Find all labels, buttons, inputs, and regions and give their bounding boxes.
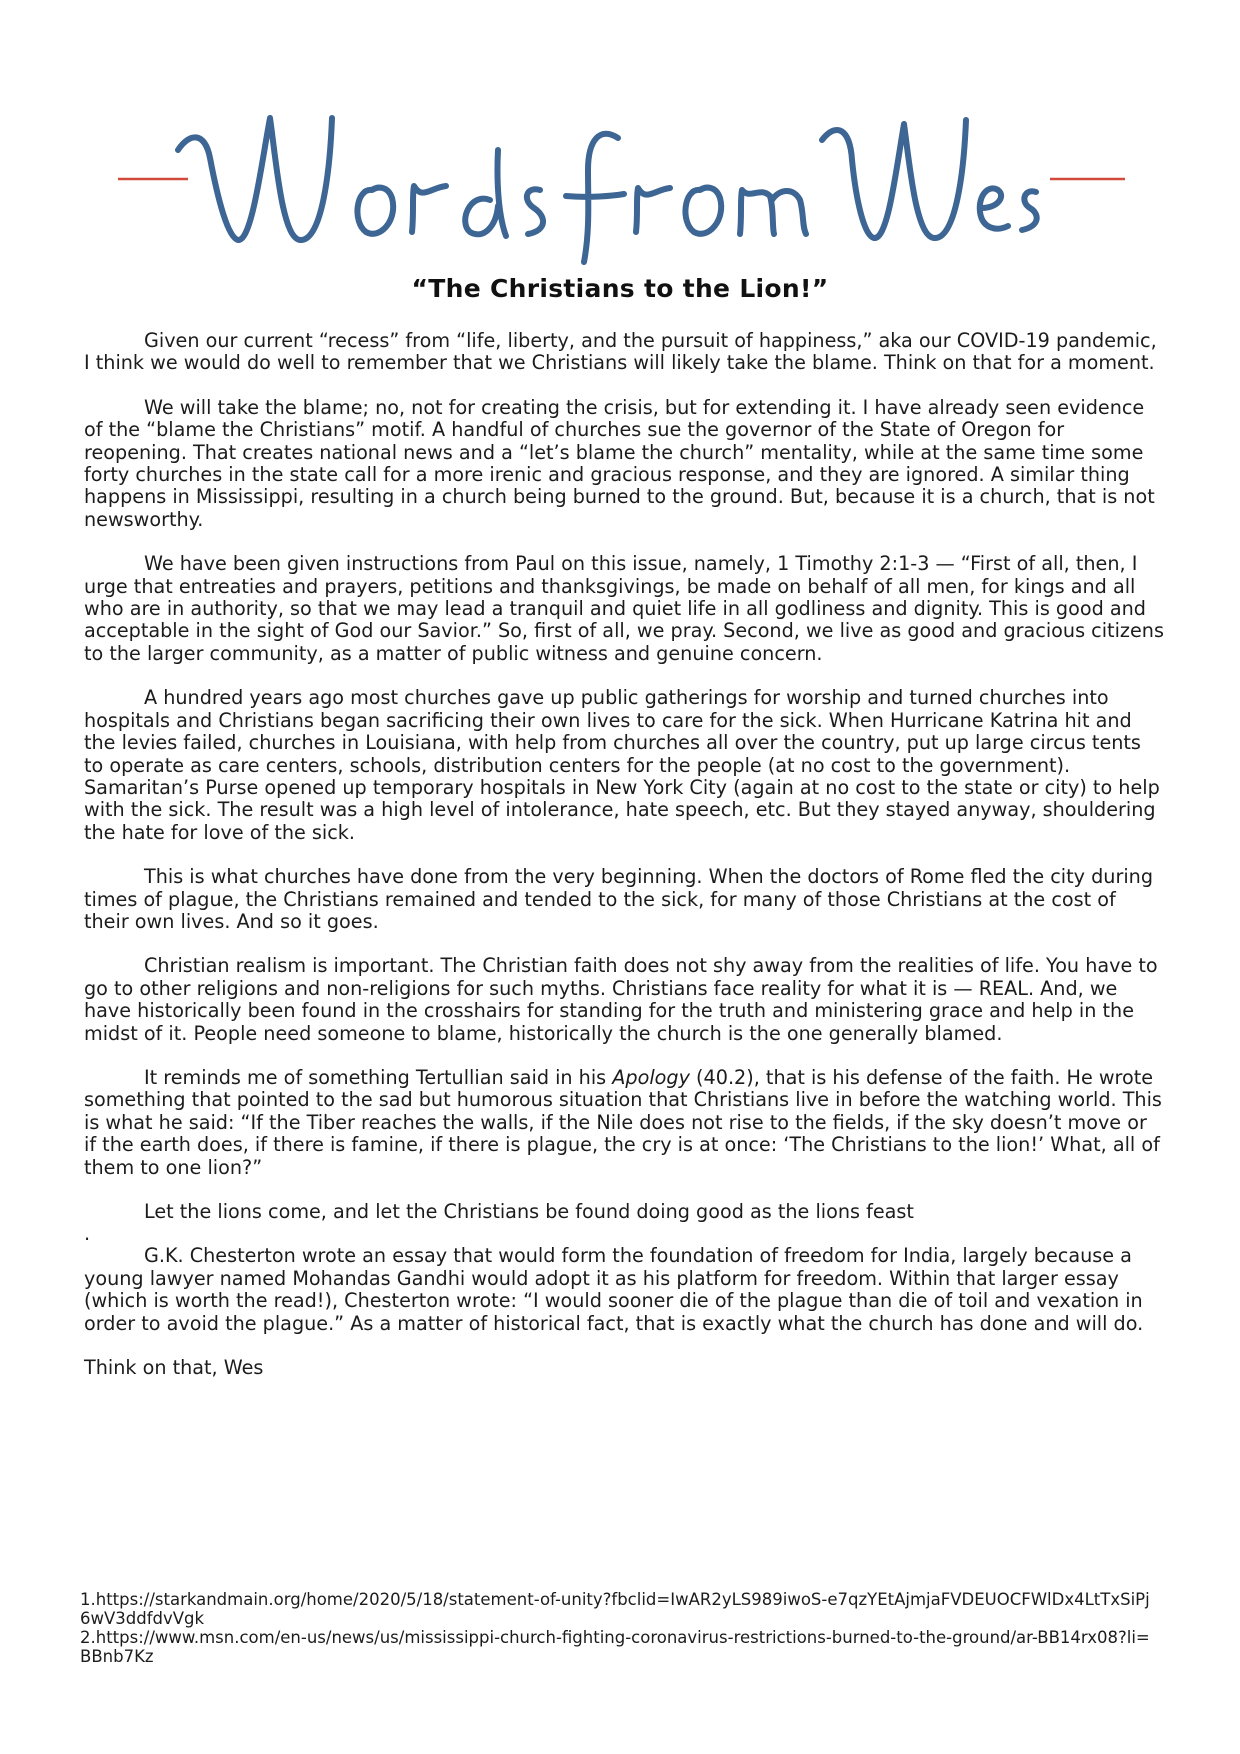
footnote-1: 1.https://starkandmain.org/home/2020/5/18/statement-of-unity?fbclid=IwAR2yLS989iwoS-e7qzYEtAjmjaFVDEUOCFWlDx4LtTxSiPj6wV3ddfdvVgk [80, 1590, 1150, 1628]
paragraph-lions: Let the lions come, and let the Christians be found doing good as the lions feast [144, 1200, 914, 1223]
masthead-logo [0, 0, 1240, 270]
paragraph-3: We have been given instructions from Paul on this issue, namely, 1 Timothy 2:1-3 — “First of all, then, I urge that entreaties and prayers, petitions and thanksgivings, be made on behalf of all men, for kings and all who are in authority, so that we may lead a tranquil and quiet life in all godliness and dignity. This is good and acceptable in the sight of God our Savior.” So, first of all, we pray. Second, we live as good and gracious citizens to the larger community, as a matter of public witness and genuine concern. [84, 552, 1164, 665]
footnote-2: 2.https://www.msn.com/en-us/news/us/mississippi-church-fighting-coronavirus-restrictions-burned-to-the-ground/ar-BB14rx08?li=BBnb7Kz [80, 1628, 1150, 1666]
closing-signature: Think on that, Wes [84, 1356, 264, 1380]
paragraph-chesterton: G.K. Chesterton wrote an essay that would form the foundation of freedom for India, largely because a young lawyer named Mohandas Gandhi would adopt it as his platform for freedom. Within that larger essay (which is worth the read!), Chesterton wrote: “I would sooner die of the plague than die of toil and vexation in order to avoid the plague.” As a matter of historical fact, that is exactly what the church has done and will do. [84, 1244, 1144, 1335]
paragraph-5: This is what churches have done from the very beginning. When the doctors of Rome fled the city during times of plague, the Christians remained and tended to the sick, for many of those Christians at the cost of their own lives. And so it goes. [84, 865, 1154, 933]
paragraph-1: Given our current “recess” from “life, liberty, and the pursuit of happiness,” aka our COVID-19 pandemic, I think we would do well to remember that we Christians will likely take the blame. Think on that for a moment. [84, 329, 1157, 375]
stray-period: . [84, 1222, 91, 1246]
article-subtitle: “The Christians to the Lion!” [411, 274, 829, 303]
masthead [0, 0, 1240, 270]
tertullian-text-after: (40.2), that is his defense of the faith. He wrote something that pointed to the sad but humorous situation that Christians live in before the watching world. This is what he said: “If the Tiber reaches the walls, if the Nile does not rise to the fields, if the sky doesn’t move or if the earth does, if there is famine, if there is plague, the cry is at once: ‘The Christians to the lion!’ What, all of them to one lion?” [84, 1065, 1162, 1179]
masthead-handwritten-title [178, 118, 1037, 262]
apology-title: Apology [612, 1065, 690, 1089]
paragraph-tertullian [84, 1067, 1164, 1179]
paragraph-4: A hundred years ago most churches gave up public gatherings for worship and turned churches into hospitals and Christians began sacrificing their own lives to care for the sick. When Hurricane Katrina hit and the levies failed, churches in Louisiana, with help from churches all over the country, put up large circus tents to operate as care centers, schools, distribution centers for the people (at no cost to the government). Samaritan’s Purse opened up temporary hospitals in New York City (again at no cost to the state or city) to help with the sick. The result was a high level of intolerance, hate speech, etc. But they stayed anyway, shouldering the hate for love of the sick. [84, 686, 1160, 844]
paragraph-2: We will take the blame; no, not for creating the crisis, but for extending it. I have already seen evidence of the “blame the Christians” motif. A handful of churches sue the governor of the State of Oregon for reopening. That creates national news and a “let’s blame the church” mentality, while at the same time some forty churches in the state call for a more irenic and gracious response, and they are ignored. A similar thing happens in Mississippi, resulting in a church being burned to the ground. But, because it is a church, that is not newsworthy. [84, 395, 1155, 531]
tertullian-text-before: It reminds me of something Tertullian said in his [144, 1065, 613, 1089]
article-body [84, 330, 1164, 1401]
footnotes [80, 1590, 1160, 1666]
paragraph-6: Christian realism is important. The Christian faith does not shy away from the realities of life. You have to go to other religions and non-religions for such myths. Christians face reality for what it is — REAL. And, we have historically been found in the crosshairs for standing for the truth and ministering grace and help in the midst of it. People need someone to blame, historically the church is the one generally blamed. [84, 954, 1158, 1045]
